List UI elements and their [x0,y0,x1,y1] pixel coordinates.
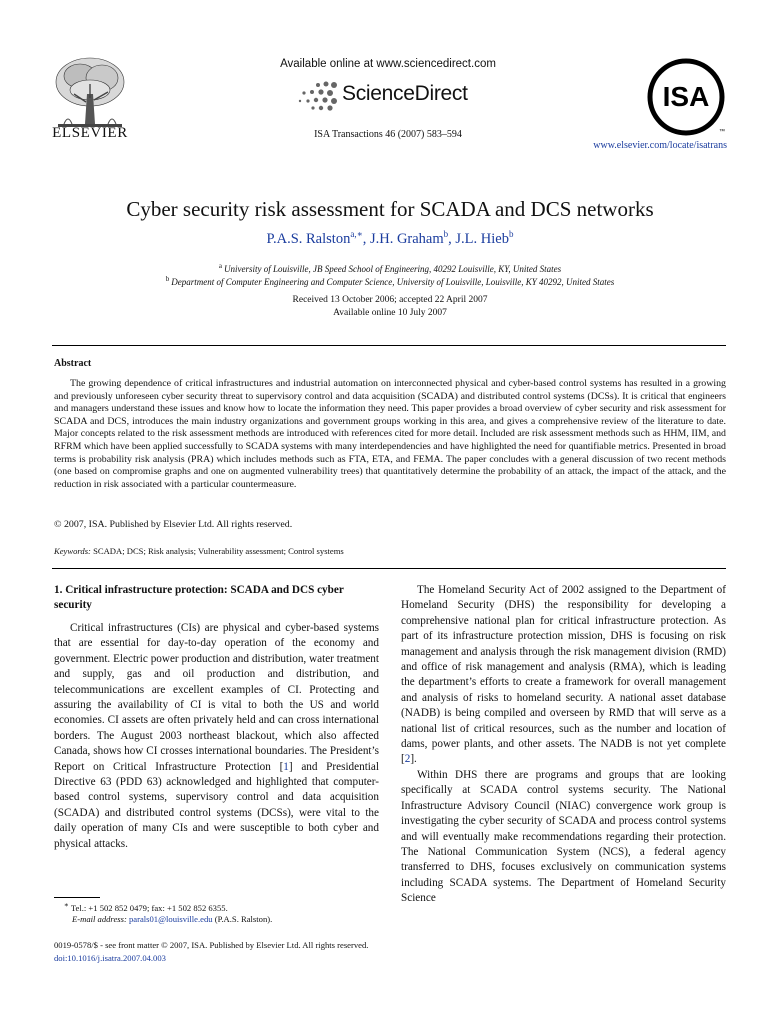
abstract-text: The growing dependence of critical infrastructures and industrial automation on interconnected physical and cyber-based control systems has resulted in a growing and previously unforeseen cyber security threat to supervisory control and data acquisition (SCADA) and distributed control systems (DCSs). It is critical that engineers and managers understand these issues and know how to locate the information they need. This paper provides a broad overview of cyber security and risk assessment for SCADA and DCS, introduces the main industry organizations and government groups working in this area, and gives a comprehensive review of the literature to date. Major concepts related to the risk assessment methods are introduced with references cited for more detail. Included are risk assessment methods such as HHM, IIM, and RFRM which have been applied successfully to SCADA systems with many interdependencies and have highlighted the need for quantifiable metrics. Presented in broad terms is probability risk analysis (PRA) which includes methods such as FTA, ETA, and FEMA. The paper concludes with a general discussion of two recent methods (one based on compromise graphs and one on augmented vulnerability trees) that quantitatively determine the probability of an attack, the impact of the attack, and the reduction in risk associated with a particular countermeasure. [54,378,726,490]
abstract-copyright: © 2007, ISA. Published by Elsevier Ltd. All rights reserved. [54,519,293,530]
isa-logo-text: ISA [662,81,710,112]
footnote-mark: ∗ [64,901,69,909]
author-affiliation-mark[interactable]: b [508,229,514,239]
citation-link[interactable]: 1 [283,760,289,773]
keywords-list: SCADA; DCS; Risk analysis; Vulnerability assessment; Control systems [93,546,344,556]
author-list: P.A.S. Ralston$^{a,∗}$, J.H. Graham$^b$, J.L. Hieb$^b$ [266,229,514,247]
paragraph: Within DHS there are programs and groups that are looking specifically at SCADA control systems security. The National Infrastructure Advisory Council (NIAC) convergence work group is investigating the cyber security of SCADA and process control systems and will eventually make recommendations regarding their protection. The National Communication System (NCS), a federal agency transferred to DHS, focuses exclusively on communication systems including SCADA systems. The Department of Homeland Security Science [401,768,726,905]
affiliation-a: $^a$ University of Louisville, JB Speed School of Engineering, 40292 Louisville, KY, United States [218,262,562,274]
author-affiliation-mark[interactable]: b [443,229,449,239]
author-name[interactable]: J.L. Hieb [455,230,509,247]
corresponding-author-footnote: ∗ Tel.: +1 502 852 0479; fax: +1 502 852 6355. [64,901,228,913]
affiliation-b: $^b$ Department of Computer Engineering and Computer Science, University of Louisville, Louisville, KY 40292, United States [165,275,615,287]
received-date: Received 13 October 2006; accepted 22 April 2007 [292,295,488,305]
keywords-label: Keywords: [54,546,91,556]
paragraph: The Homeland Security Act of 2002 assigned to the Department of Homeland Security (DHS) the responsibility for developing a comprehensive national plan for critical infrastructure protection. As part of its infrastructure protection mission, DHS is focusing on risk management and analysis through the risk management division (RMD) and office of risk management and analysis (RMA), which is leading the department’s efforts to create a framework for overall management and analysis of risks to homeland security. A national asset database (NADB) is being compiled and overseen by RMD that will serve as a national list of critical resources, such as the number and location of dams, power plants, and other assets. The NADB is not yet complete [2]. [401,584,726,766]
section-heading: 1. Critical infrastructure protection: SCADA and DCS cyber security [54,584,344,612]
footnote-divider [54,897,100,898]
author-affiliation-mark[interactable]: a,∗ [350,229,363,239]
journal-reference: ISA Transactions 46 (2007) 583–594 [314,129,462,140]
divider [52,568,726,569]
doi-link[interactable]: doi:10.1016/j.isatra.2007.04.003 [54,953,166,963]
author-name[interactable]: J.H. Graham [369,230,444,247]
svg-text:™: ™ [719,129,725,135]
keywords [54,546,344,556]
sciencedirect-dots-icon [290,80,340,112]
divider [52,345,726,346]
author-name[interactable]: P.A.S. Ralston [266,230,351,247]
available-online-text: Available online at www.sciencedirect.com [280,58,496,70]
sciencedirect-logo [290,78,510,114]
abstract-heading: Abstract [54,358,92,369]
left-column [54,621,379,852]
journal-homepage-link[interactable]: www.elsevier.com/locate/isatrans [593,140,727,151]
article-title: Cyber security risk assessment for SCADA and DCS networks [126,197,654,221]
available-online-date: Available online 10 July 2007 [333,308,447,318]
email-footnote: E-mail address: parals01@louisville.edu (P.A.S. Ralston). [72,914,273,924]
email-link[interactable]: parals01@louisville.edu [128,914,213,924]
paragraph: Critical infrastructures (CIs) are physical and cyber-based systems that are essential for day-to-day operation of the economy and government. Electric power production and distribution, water treatment and supply, gas and oil production and distribution, and telecommunications are excellent examples of CI. Protecting and assuring the availability of CI is vital to both the US and world economies. CI assets are often privately held and can cross international borders. The August 2003 northeast blackout, which also affected Canada, shows how CI crosses international boundaries. The President’s Report on Critical Infrastructure Protection [1] and Presidential Directive 63 (PDD 63) acknowledged and highlighted that computer-based control systems, supervisory control and data acquisition (SCADA) and distributed control systems (DCSs), were vital to the daily operation of many CIs and were susceptible to both cyber and physical attacks. [54,622,379,850]
isa-logo [647,58,725,136]
citation-link[interactable]: 2 [404,753,411,766]
publisher-name: ELSEVIER [52,125,128,141]
right-column [401,583,726,907]
issn-copyright-line: 0019-0578/$ - see front matter © 2007, ISA. Published by Elsevier Ltd. All rights reserved. [54,940,369,950]
sciencedirect-name: ScienceDirect [342,82,468,105]
